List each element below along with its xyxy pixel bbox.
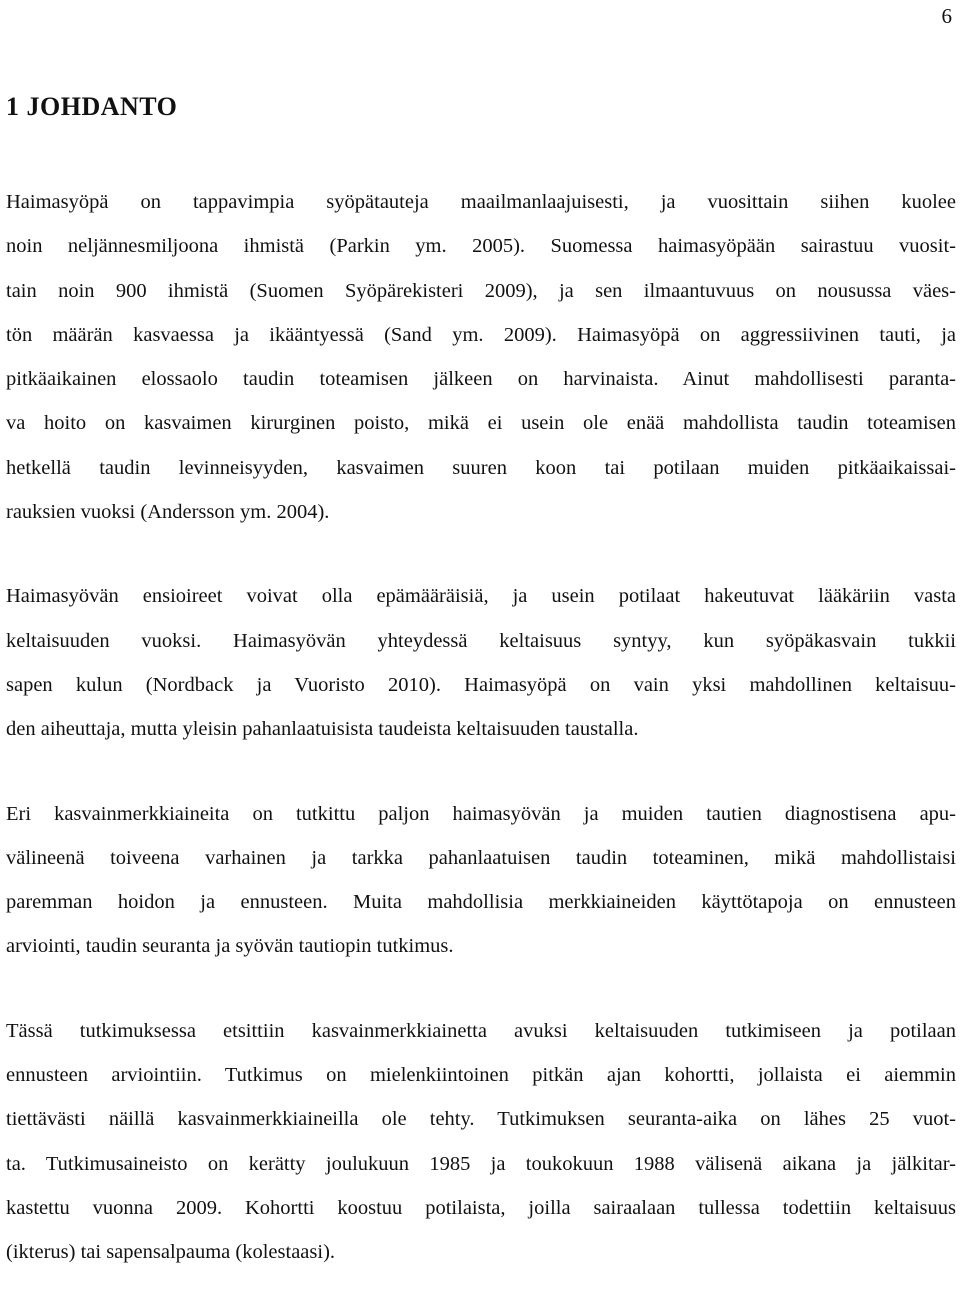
text-line: tiettävästi näillä kasvainmerkkiaineilla ole tehty. Tutkimuksen seuranta-aika on lähes 25 vuot- xyxy=(6,1108,956,1131)
text-line: va hoito on kasvaimen kirurginen poisto, mikä ei usein ole enää mahdollista taudin toteamisen xyxy=(6,412,956,435)
text-line: pitkäaikainen elossaolo taudin toteamisen jälkeen on harvinaista. Ainut mahdollisesti paranta- xyxy=(6,368,956,391)
page-number: 6 xyxy=(941,4,952,28)
text-line: den aiheuttaja, mutta yleisin pahanlaatuisista taudeista keltaisuuden taustalla. xyxy=(6,718,639,741)
text-line: sapen kulun (Nordback ja Vuoristo 2010). Haimasyöpä on vain yksi mahdollinen keltaisuu- xyxy=(6,673,956,696)
paragraph-1 xyxy=(6,180,956,534)
text-line: Haimasyövän ensioireet voivat olla epämääräisiä, ja usein potilaat hakeutuvat lääkäriin vasta xyxy=(6,585,956,608)
text-line: ta. Tutkimusaineisto on kerätty joulukuun 1985 ja toukokuun 1988 välisenä aikana ja jälkitar- xyxy=(6,1152,956,1175)
text-line: (ikterus) tai sapensalpauma (kolestaasi). xyxy=(6,1241,336,1264)
chapter-heading: 1 JOHDANTO xyxy=(6,92,178,121)
paragraph-4 xyxy=(6,1009,956,1275)
text-line: välineenä toiveena varhainen ja tarkka pahanlaatuisen taudin toteaminen, mikä mahdollistaisi xyxy=(6,846,956,869)
text-line: paremman hoidon ja ennusteen. Muita mahdollisia merkkiaineiden käyttötapoja on ennusteen xyxy=(6,891,956,914)
text-line: kastettu vuonna 2009. Kohortti koostuu potilaista, joilla sairaalaan tullessa todettiin keltaisuus xyxy=(6,1196,956,1219)
text-line: tön määrän kasvaessa ja ikääntyessä (Sand ym. 2009). Haimasyöpä on aggressiivinen tauti, ja xyxy=(6,323,956,346)
text-line: keltaisuuden vuoksi. Haimasyövän yhteydessä keltaisuus syntyy, kun syöpäkasvain tukkii xyxy=(6,629,956,652)
paragraph-2 xyxy=(6,574,956,751)
text-line: arviointi, taudin seuranta ja syövän tautiopin tutkimus. xyxy=(6,935,454,958)
text-line: hetkellä taudin levinneisyyden, kasvaimen suuren koon tai potilaan muiden pitkäaikaissai- xyxy=(6,456,956,479)
text-line: tain noin 900 ihmistä (Suomen Syöpärekisteri 2009), ja sen ilmaantuvuus on nousussa väes- xyxy=(6,279,956,302)
chapter-body xyxy=(6,180,956,1315)
text-line: Eri kasvainmerkkiaineita on tutkittu paljon haimasyövän ja muiden tautien diagnostisena apu- xyxy=(6,802,956,825)
text-line: Tässä tutkimuksessa etsittiin kasvainmerkkiainetta avuksi keltaisuuden tutkimiseen ja potilaan xyxy=(6,1019,956,1042)
text-line: noin neljännesmiljoona ihmistä (Parkin ym. 2005). Suomessa haimasyöpään sairastuu vuosit- xyxy=(6,235,956,258)
text-line: Haimasyöpä on tappavimpia syöpätauteja maailmanlaajuisesti, ja vuosittain siihen kuolee xyxy=(6,191,956,213)
text-line: rauksien vuoksi (Andersson ym. 2004). xyxy=(6,501,330,524)
text-line: ennusteen arviointiin. Tutkimus on mielenkiintoinen pitkän ajan kohortti, jollaista ei aiemmin xyxy=(6,1064,956,1087)
paragraph-3 xyxy=(6,792,956,969)
